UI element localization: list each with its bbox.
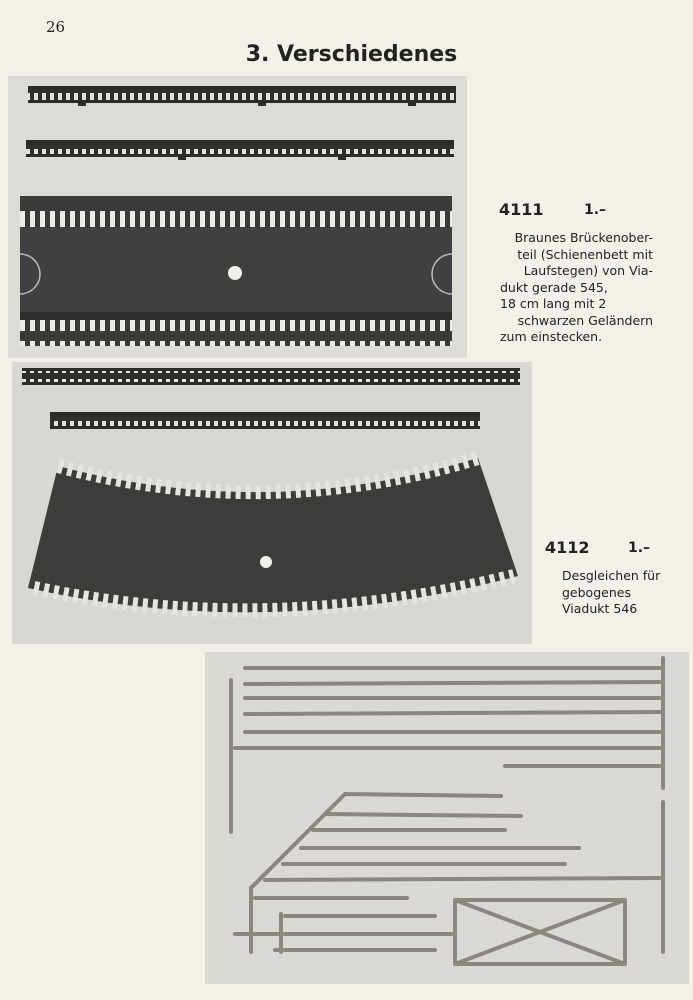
article-number-4112: 4112 [545, 538, 590, 557]
description-line: teil (Schienenbett mit [517, 246, 653, 262]
description-line: Desgleichen für [562, 568, 661, 583]
description-line: zum einstecken. [500, 329, 603, 344]
article-description-4112 [562, 568, 662, 618]
page-number: 26 [46, 18, 66, 36]
article-price-4111: 1.– [584, 202, 607, 218]
description-line: Braunes Brückenober- [514, 230, 653, 245]
photo-straight-bridge-top [8, 76, 467, 358]
description-line: dukt gerade 545, [500, 279, 608, 295]
description-line: Viadukt 546 [562, 601, 638, 616]
article-number-4111: 4111 [499, 200, 544, 219]
description-line: gebogenes [562, 584, 631, 600]
article-price-4112: 1.– [628, 540, 651, 556]
section-title: 3. Verschiedenes [245, 42, 458, 67]
article-description-4111 [500, 230, 653, 346]
photo-railing-parts [205, 652, 689, 984]
description-line: 18 cm lang mit 2 [500, 296, 607, 311]
description-line: Laufstegen) von Via- [523, 263, 653, 278]
photo-curved-bridge-top [12, 362, 532, 644]
description-line: schwarzen Geländern [517, 312, 653, 328]
